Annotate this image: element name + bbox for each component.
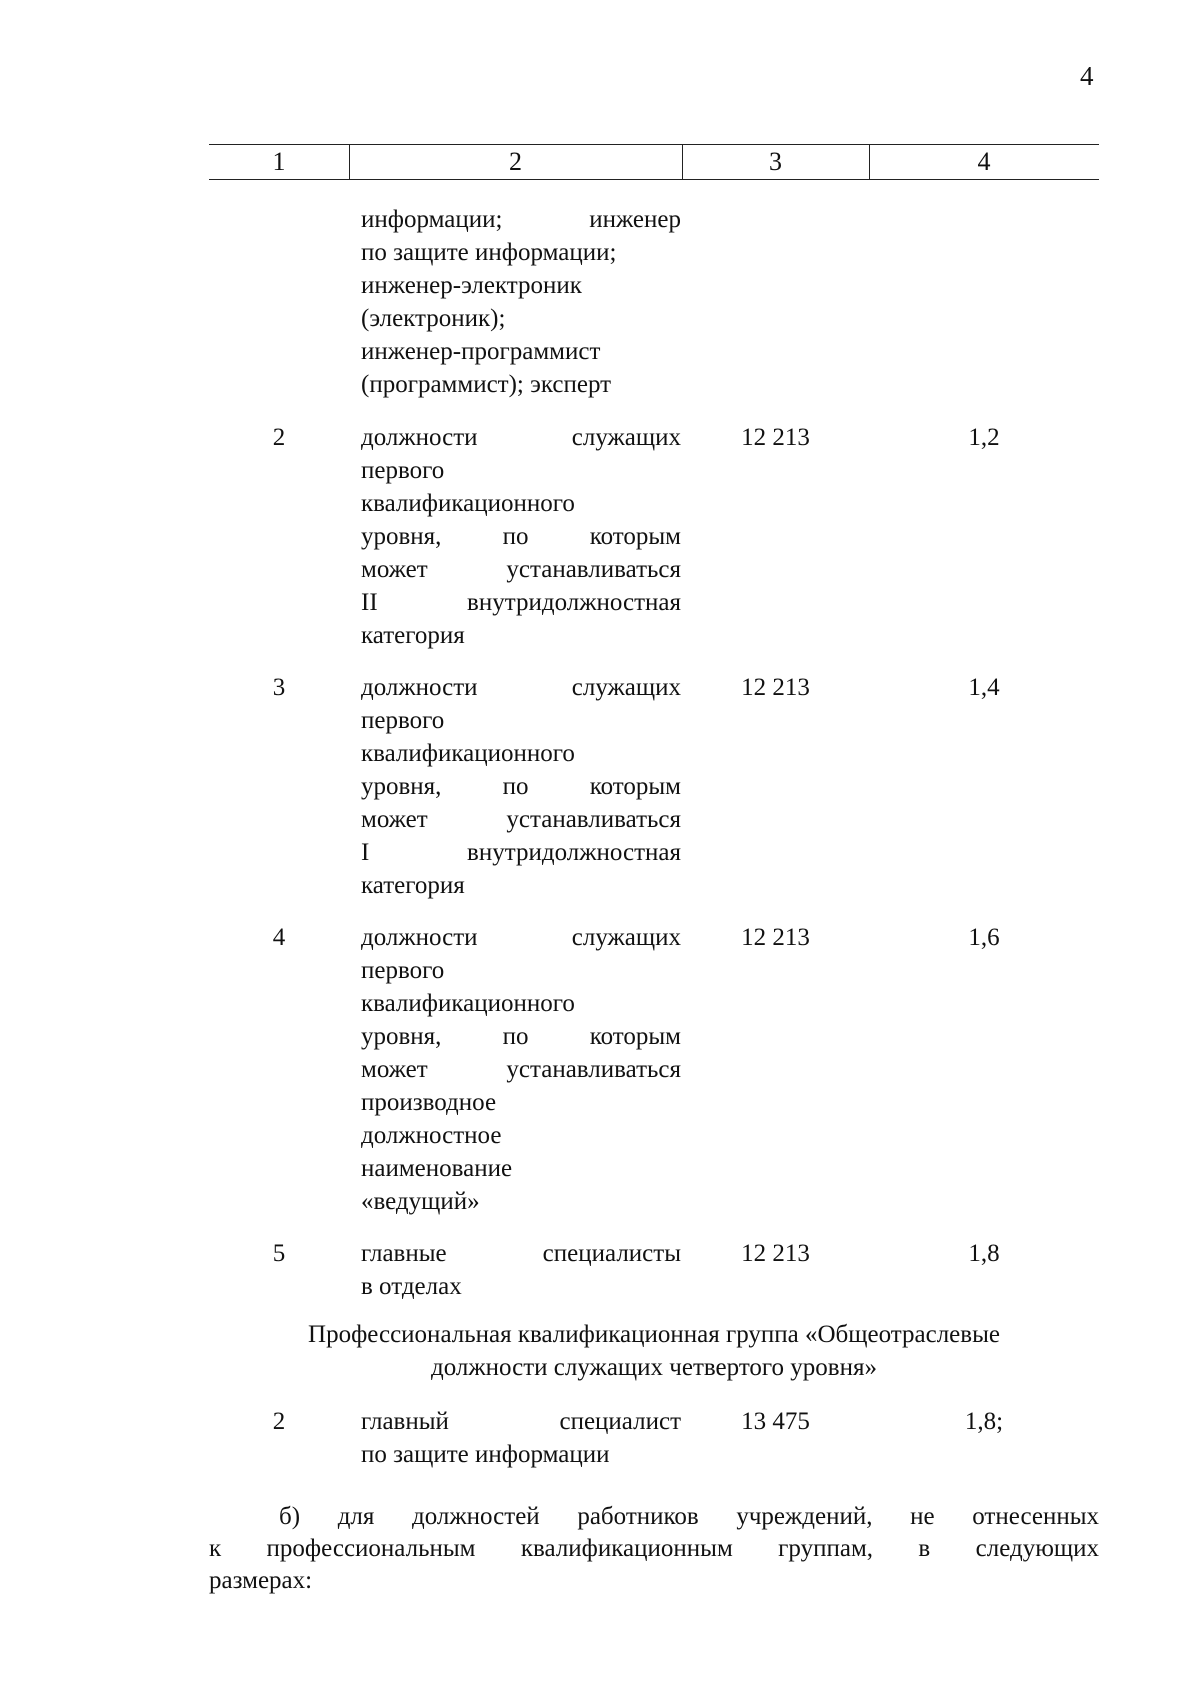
text-line: первого <box>361 957 445 984</box>
group-title <box>209 1318 1099 1384</box>
text-line: квалификационного <box>361 740 575 767</box>
text-line: II внутридолжностная <box>361 589 681 616</box>
text-line: наименование <box>361 1155 513 1182</box>
row-number: 2 <box>272 424 286 451</box>
salary-value: 13 475 <box>741 1408 810 1435</box>
position-description <box>361 671 681 902</box>
text-line: должности служащих <box>361 674 681 701</box>
position-description <box>361 1237 681 1303</box>
text-line: квалификационного <box>361 490 575 517</box>
text-line: «ведущий» <box>361 1188 480 1215</box>
text-line: первого <box>361 707 445 734</box>
salary-value: 12 213 <box>741 674 810 701</box>
text-line: может устанавливаться <box>361 806 681 833</box>
text-line: I внутридолжностная <box>361 839 681 866</box>
position-description <box>361 421 681 652</box>
group-title-line: Профессиональная квалификационная группа «Общеотраслевые <box>308 1321 1000 1348</box>
text-line: инженер-электроник <box>361 272 582 299</box>
coefficient-value: 1,8; <box>964 1408 1004 1435</box>
position-description <box>361 203 681 401</box>
text-line: уровня, по которым <box>361 523 681 550</box>
salary-value: 12 213 <box>741 424 810 451</box>
header-col-1: 1 <box>272 147 286 176</box>
closing-paragraph <box>209 1500 1099 1596</box>
row-number: 2 <box>272 1408 286 1435</box>
text-line: категория <box>361 622 465 649</box>
salary-value: 12 213 <box>741 924 810 951</box>
text-line: в отделах <box>361 1273 462 1300</box>
group-title-line: должности служащих четвертого уровня» <box>431 1354 877 1381</box>
text-line: должности служащих <box>361 924 681 951</box>
text-line: квалификационного <box>361 990 575 1017</box>
text-line: производное <box>361 1089 497 1116</box>
text-line: (программист); эксперт <box>361 371 612 398</box>
header-col-3: 3 <box>769 147 782 176</box>
text-line: должности служащих <box>361 424 681 451</box>
salary-value: 12 213 <box>741 1240 810 1267</box>
coefficient-value: 1,4 <box>968 674 1000 701</box>
position-description <box>361 1405 681 1471</box>
table-header <box>209 144 1099 180</box>
text-line: уровня, по которым <box>361 1023 681 1050</box>
text-line: должностное <box>361 1122 502 1149</box>
text-line: категория <box>361 872 465 899</box>
coefficient-value: 1,8 <box>968 1240 1000 1267</box>
page-number: 4 <box>1080 61 1094 91</box>
paragraph-line: к профессиональным квалификационным группам, в следующих <box>209 1535 1099 1562</box>
text-line: инженер-программист <box>361 338 601 365</box>
text-line: может устанавливаться <box>361 1056 681 1083</box>
text-line: главные специалисты <box>361 1240 681 1267</box>
text-line: главный специалист <box>361 1408 681 1435</box>
text-line: первого <box>361 457 445 484</box>
row-number: 4 <box>272 924 286 951</box>
coefficient-value: 1,6 <box>968 924 1000 951</box>
text-line: может устанавливаться <box>361 556 681 583</box>
header-col-4: 4 <box>977 147 991 176</box>
position-description <box>361 921 681 1218</box>
header-col-2: 2 <box>509 147 522 176</box>
text-line: уровня, по которым <box>361 773 681 800</box>
row-number: 5 <box>272 1240 286 1267</box>
text-line: информации; инженер <box>361 206 681 233</box>
text-line: по защите информации <box>361 1441 610 1468</box>
paragraph-line: размерах: <box>209 1567 313 1594</box>
row-number: 3 <box>272 674 286 701</box>
coefficient-value: 1,2 <box>968 424 1000 451</box>
text-line: (электроник); <box>361 305 506 332</box>
paragraph-line: б) для должностей работников учреждений, не отнесенных <box>279 1503 1099 1530</box>
text-line: по защите информации; <box>361 239 617 266</box>
